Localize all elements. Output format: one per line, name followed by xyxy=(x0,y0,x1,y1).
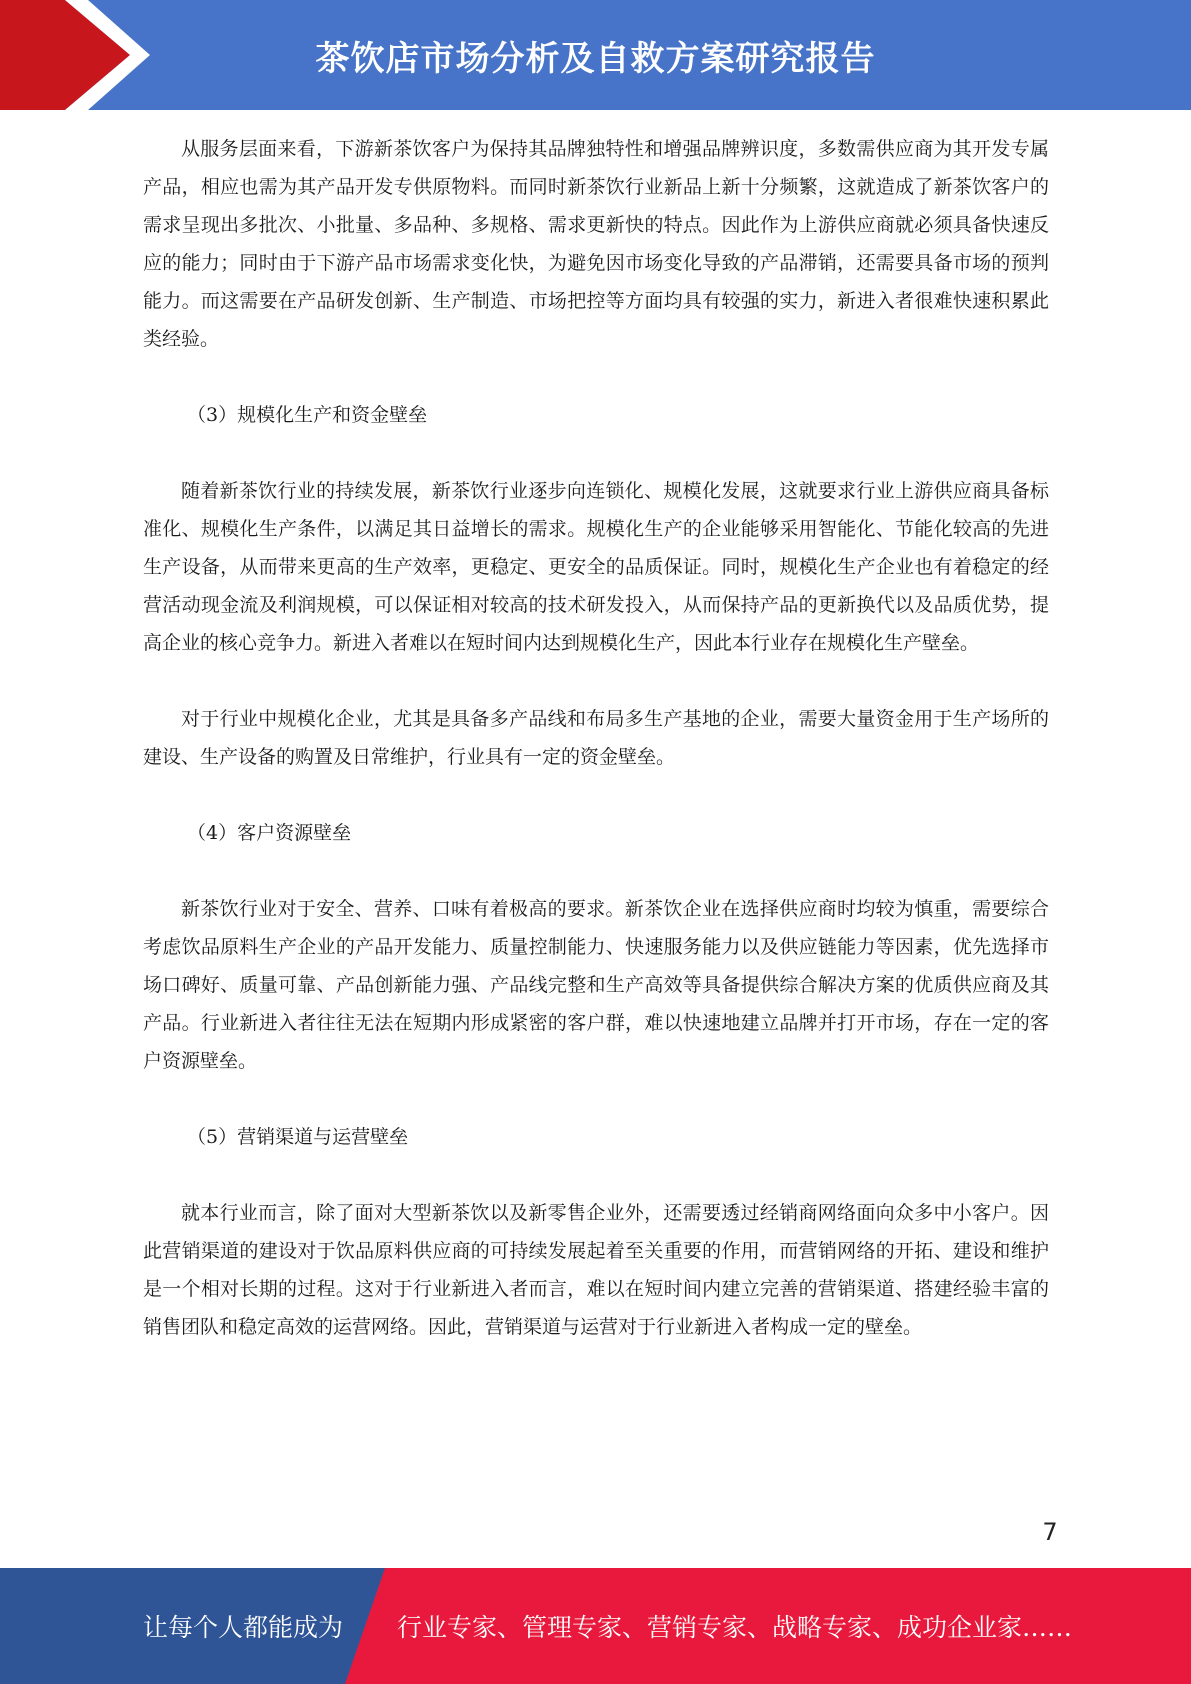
footer-slogan-left: 让每个人都能成为 xyxy=(143,1613,344,1642)
report-title: 茶饮店市场分析及自救方案研究报告 xyxy=(315,38,876,79)
page-number: 7 xyxy=(1042,1518,1058,1546)
page-header xyxy=(0,0,1191,110)
paragraph-capital-barrier: 对于行业中规模化企业，尤其是具备多产品线和布局多生产基地的企业，需要大量资金用于生产场所的建设、生产设备的购置及日常维护，行业具有一定的资金壁垒。 xyxy=(143,708,1049,768)
paragraph-service: 从服务层面来看，下游新茶饮客户为保持其品牌独特性和增强品牌辨识度，多数需供应商为其开发专属产品，相应也需为其产品开发专供原物料。而同时新茶饮行业新品上新十分频繁，这就造成了新茶饮客户的需求呈现出多批次、小批量、多品种、多规格、需求更新快的特点。因此作为上游供应商就必须具备快速反应的能力；同时由于下游产品市场需求变化快，为避免因市场变化导致的产品滞销，还需要具备市场的预判能力。而这需要在产品研发创新、生产制造、市场把控等方面均具有较强的实力，新进入者很难快速积累此类经验。 xyxy=(143,138,1049,350)
section-heading-3: （3）规模化生产和资金壁垒 xyxy=(187,404,428,426)
paragraph-scale-production: 随着新茶饮行业的持续发展，新茶饮行业逐步向连锁化、规模化发展，这就要求行业上游供应商具备标准化、规模化生产条件，以满足其日益增长的需求。规模化生产的企业能够采用智能化、节能化较高的先进生产设备，从而带来更高的生产效率，更稳定、更安全的品质保证。同时，规模化生产企业也有着稳定的经营活动现金流及利润规模，可以保证相对较高的技术研发投入，从而保持产品的更新换代以及品质优势，提高企业的核心竞争力。新进入者难以在短时间内达到规模化生产，因此本行业存在规模化生产壁垒。 xyxy=(143,480,1049,654)
header-arrow-decoration xyxy=(0,0,160,110)
section-heading-5: （5）营销渠道与运营壁垒 xyxy=(187,1126,409,1148)
page-content xyxy=(143,130,1049,1346)
footer-slogan-right: 行业专家、管理专家、营销专家、战略专家、成功企业家…… xyxy=(397,1613,1073,1642)
paragraph-customer-barrier: 新茶饮行业对于安全、营养、口味有着极高的要求。新茶饮企业在选择供应商时均较为慎重，需要综合考虑饮品原料生产企业的产品开发能力、质量控制能力、快速服务能力以及供应链能力等因素，优先选择市场口碑好、质量可靠、产品创新能力强、产品线完整和生产高效等具备提供综合解决方案的优质供应商及其产品。行业新进入者往往无法在短期内形成紧密的客户群，难以快速地建立品牌并打开市场，存在一定的客户资源壁垒。 xyxy=(143,898,1049,1072)
section-heading-4: （4）客户资源壁垒 xyxy=(187,822,352,844)
page-footer xyxy=(0,1568,1191,1684)
paragraph-marketing-barrier: 就本行业而言，除了面对大型新茶饮以及新零售企业外，还需要透过经销商网络面向众多中小客户。因此营销渠道的建设对于饮品原料供应商的可持续发展起着至关重要的作用，而营销网络的开拓、建设和维护是一个相对长期的过程。这对于行业新进入者而言，难以在短时间内建立完善的营销渠道、搭建经验丰富的销售团队和稳定高效的运营网络。因此，营销渠道与运营对于行业新进入者构成一定的壁垒。 xyxy=(143,1202,1049,1338)
